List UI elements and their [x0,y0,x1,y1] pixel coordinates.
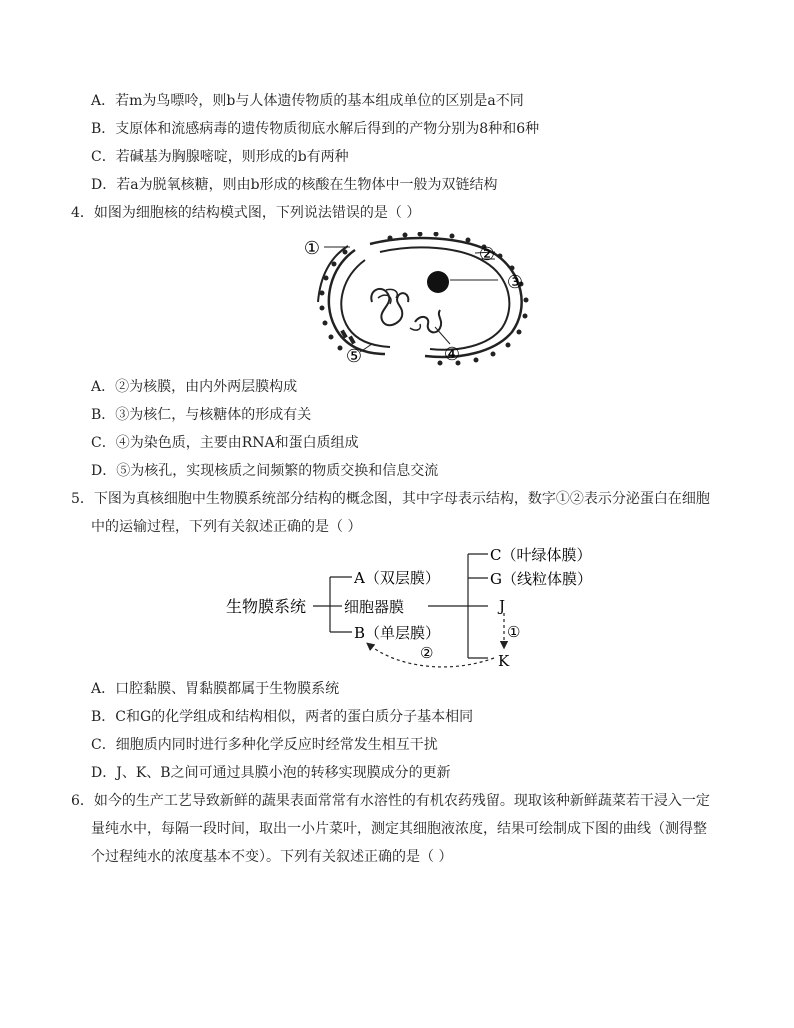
q3-option-d: D．若a为脱氧核糖，则由b形成的核酸在生物体中一般为双链结构 [91,177,498,193]
membrane-concept-map [220,540,620,675]
q5-option-d: D．J、K、B之间可通过具膜小泡的转移实现膜成分的更新 [91,765,451,781]
q4-option-d: D．⑤为核孔，实现核质之间频繁的物质交换和信息交流 [91,463,439,479]
q4-option-c: C．④为染色质，主要由RNA和蛋白质组成 [91,435,359,451]
node-b: B（单层膜） [354,624,441,642]
q5-stem-line2: 中的运输过程，下列有关叙述正确的是（ ） [91,519,362,535]
q4-option-b: B．③为核仁，与核糖体的形成有关 [91,407,312,423]
step-1-label: ① [507,623,521,641]
q5-option-b: B．C和G的化学组成和结构相似，两者的蛋白质分子基本相同 [91,709,474,725]
label-4: ④ [443,344,461,365]
node-organelle-membrane: 细胞器膜 [344,598,405,616]
node-j: J [499,597,506,615]
node-biomembrane-system: 生物膜系统 [226,597,307,616]
label-2: ② [478,244,496,265]
q3-option-a: A．若m为鸟嘌呤，则b与人体遗传物质的基本组成单位的区别是a不同 [91,93,524,109]
q5-option-c: C．细胞质内同时进行多种化学反应时经常发生相互干扰 [91,737,438,753]
q4-stem: 4．如图为细胞核的结构模式图，下列说法错误的是（ ） [71,205,421,221]
step-2-label: ② [420,644,434,662]
node-c: C（叶绿体膜） [490,546,592,564]
q5-stem-line1: 5．下图为真核细胞中生物膜系统部分结构的概念图，其中字母表示结构，数字①②表示分泌蛋白在细胞 [71,491,710,507]
node-k: K [498,652,510,670]
q3-option-c: C．若碱基为胸腺嘧啶，则形成的b有两种 [91,149,349,165]
q6-stem-line3: 个过程纯水的浓度基本不变）。下列有关叙述正确的是（ ） [91,849,453,865]
q6-stem-line1: 6．如今的生产工艺导致新鲜的蔬果表面常常有水溶性的有机农药残留。现取该种新鲜蔬菜若干浸入一定 [71,793,710,809]
node-g: G（线粒体膜） [490,570,592,588]
node-a: A（双层膜） [354,569,440,587]
q4-option-a: A．②为核膜，由内外两层膜构成 [91,379,298,395]
q6-stem-line2: 量纯水中，每隔一段时间，取出一小片菜叶，测定其细胞液浓度，结果可绘制成下图的曲线（测得整 [91,821,707,837]
nucleus-diagram [290,232,540,372]
q3-option-b: B．支原体和流感病毒的遗传物质彻底水解后得到的产物分别为8种和6种 [91,121,540,137]
label-3: ③ [506,272,524,293]
label-5: ⑤ [345,346,363,367]
q5-option-a: A．口腔黏膜、胃黏膜都属于生物膜系统 [91,681,340,697]
label-1: ① [303,238,321,259]
